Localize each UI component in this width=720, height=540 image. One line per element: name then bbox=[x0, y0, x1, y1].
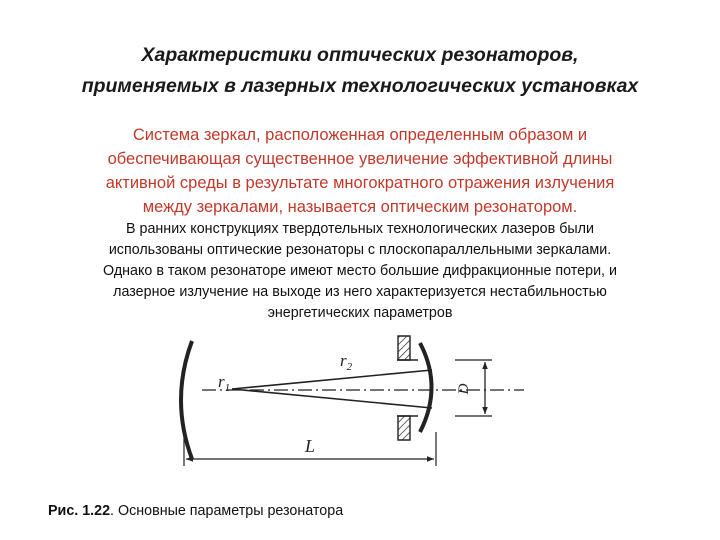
definition-line: обеспечивающая существенное увеличение эффективной длины bbox=[107, 150, 613, 168]
title-line: Характеристики оптических резонаторов, bbox=[141, 44, 579, 66]
right-mirror bbox=[420, 343, 432, 432]
title-line: применяемых в лазерных технологических установках bbox=[81, 75, 639, 97]
caption-prefix: Рис. 1.22 bbox=[48, 503, 111, 519]
definition-line: активной среды в результате многократного отражения излучения bbox=[105, 174, 615, 192]
slide-title bbox=[20, 40, 700, 102]
definition-line: между зеркалами, называется оптическим резонатором. bbox=[142, 198, 578, 216]
body-line: использованы оптические резонаторы с плоскопараллельными зеркалами. bbox=[108, 242, 612, 258]
label-r1: $r_1$ bbox=[218, 372, 231, 394]
body-line: энергетических параметров bbox=[267, 305, 453, 321]
resonator-diagram bbox=[150, 322, 550, 472]
definition-paragraph bbox=[30, 123, 690, 219]
body-line: Однако в таком резонаторе имеют место большие дифракционные потери, и bbox=[103, 263, 617, 279]
label-l: L bbox=[304, 436, 316, 456]
aperture-diaphragm bbox=[397, 336, 418, 440]
figure-caption bbox=[48, 503, 343, 519]
body-line: лазерное излучение на выходе из него характеризуется нестабильностью bbox=[113, 284, 607, 300]
body-paragraph bbox=[20, 219, 700, 324]
radius-line-r2 bbox=[232, 370, 432, 389]
label-r2: $r_2$ bbox=[340, 351, 353, 373]
caption-text: . Основные параметры резонатора bbox=[110, 503, 344, 519]
body-line: В ранних конструкциях твердотельных технологических лазеров были bbox=[126, 221, 594, 237]
radius-line-r1 bbox=[232, 389, 432, 408]
left-mirror bbox=[181, 341, 192, 459]
label-d: D bbox=[456, 383, 472, 395]
definition-line: Система зеркал, расположенная определенным образом и bbox=[132, 126, 588, 144]
